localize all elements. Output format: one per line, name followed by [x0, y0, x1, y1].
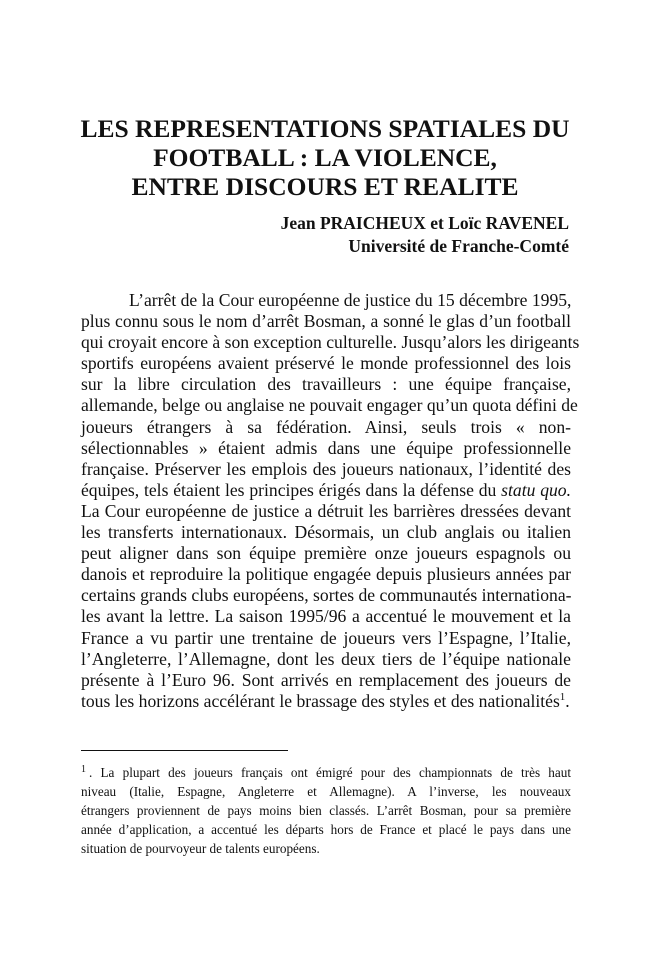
body-line: danois et reproduire la politique engagée depuis plusieurs années par	[81, 564, 571, 585]
body-line: La Cour européenne de justice a détruit les barrières dressées devant	[81, 500, 571, 521]
body-line-text: équipes, tels étaient les principes érigés dans la défense du	[81, 479, 497, 500]
body-line-text: tous les horizons accélérant le brassage des styles et des nationalités	[81, 690, 560, 711]
final-period: .	[565, 690, 570, 711]
footnote-line: année d’application, a accentué les départs hors de France et placé le pays dans une	[81, 822, 571, 837]
body-line: qui croyait encore à son exception culturelle. Jusqu’alors les dirigeants	[81, 332, 580, 353]
body-line: L’arrêt de la Cour européenne de justice du 15 décembre 1995,	[129, 290, 572, 310]
body-line: sportifs européens avaient préservé le monde professionnel des lois	[81, 353, 571, 374]
body-line	[81, 691, 571, 712]
author-names: Jean PRAICHEUX et Loïc RAVENEL	[280, 213, 569, 233]
footnote-line: niveau (Italie, Espagne, Angleterre et Allemagne). A l’inverse, les nouveaux	[81, 784, 571, 799]
body-line: sur la libre circulation des travailleurs : une équipe française,	[81, 374, 571, 395]
body-line: France a vu partir une trentaine de joueurs vers l’Espagne, l’Italie,	[81, 627, 571, 648]
title-line: LES REPRESENTATIONS SPATIALES DU	[80, 114, 570, 143]
footnote-separator	[81, 750, 288, 751]
article-title	[40, 114, 610, 201]
body-line: joueurs étrangers à sa fédération. Ainsi, seuls trois « non-	[81, 416, 571, 437]
body-line: certains grands clubs européens, sortes de communautés internationa-	[81, 585, 572, 606]
footnote-reference: 1	[559, 690, 566, 703]
body-line: l’Angleterre, l’Allemagne, dont les deux tiers de l’équipe nationale	[81, 648, 571, 669]
footnote-line: situation de pourvoyeur de talents européens.	[81, 841, 320, 856]
body-line	[81, 480, 571, 501]
body-line: plus connu sous le nom d’arrêt Bosman, a sonné le glas d’un football	[81, 311, 571, 332]
title-line: FOOTBALL : LA VIOLENCE,	[153, 143, 497, 172]
footnote-line: étrangers proviennent de pays moins bien classés. L’arrêt Bosman, pour sa première	[81, 803, 571, 818]
body-line: présente à l’Euro 96. Sont arrivés en remplacement des joueurs de	[81, 669, 571, 690]
body-line: française. Préserver les emplois des joueurs nationaux, l’identité des	[81, 458, 571, 479]
body-line: sélectionnables » étaient admis dans une équipe professionnelle	[81, 437, 571, 458]
italic-term: statu quo.	[501, 479, 571, 500]
footnote-number: 1	[81, 763, 86, 775]
footnote	[81, 763, 571, 858]
author-affiliation: Université de Franche-Comté	[348, 236, 569, 256]
footnote-line	[81, 763, 571, 782]
body-line: allemande, belge ou anglaise ne pouvait engager qu’un quota défini de	[81, 395, 578, 416]
body-line: les transferts internationaux. Désormais, un club anglais ou italien	[81, 522, 571, 543]
author-block	[281, 212, 569, 258]
footnote-line-text: . La plupart des joueurs français ont émigré pour des championnats de très haut	[89, 765, 571, 780]
body-line: les avant la lettre. La saison 1995/96 a accentué le mouvement et la	[81, 606, 571, 627]
body-paragraph	[81, 290, 580, 712]
title-line: ENTRE DISCOURS ET REALITE	[131, 172, 519, 201]
body-line: peut aligner dans son équipe première onze joueurs espagnols ou	[81, 543, 571, 564]
